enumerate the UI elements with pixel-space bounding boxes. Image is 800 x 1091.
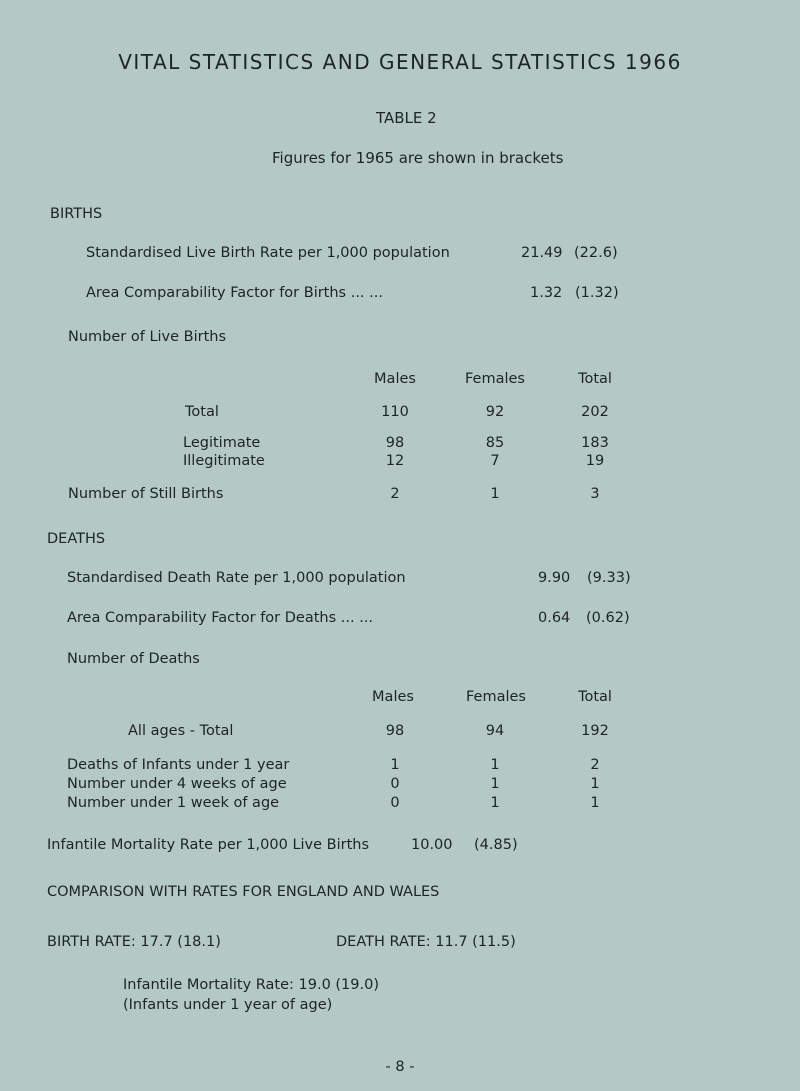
births-col-males: Males — [374, 371, 416, 387]
bracket-note: Figures for 1965 are shown in brackets — [272, 149, 564, 167]
england-birth-rate: BIRTH RATE: 17.7 (18.1) — [47, 934, 221, 950]
still-births-total: 3 — [590, 486, 600, 502]
deaths-row-females: 1 — [490, 757, 500, 773]
deaths-col-total: Total — [578, 689, 612, 705]
births-heading: BIRTHS — [50, 206, 103, 222]
births-row-total: 202 — [581, 404, 609, 420]
england-death-rate: DEATH RATE: 11.7 (11.5) — [336, 934, 516, 950]
deaths-row-label: Deaths of Infants under 1 year — [67, 757, 290, 773]
still-births-label: Number of Still Births — [68, 486, 224, 502]
england-imr: Infantile Mortality Rate: 19.0 (19.0) — [123, 977, 380, 993]
deaths-number-heading: Number of Deaths — [67, 651, 200, 667]
page-number: - 8 - — [385, 1059, 415, 1075]
birth-rate-prev: (22.6) — [574, 245, 618, 261]
deaths-row-total: 2 — [590, 757, 600, 773]
births-row-label: Illegitimate — [183, 453, 265, 469]
births-row-males: 12 — [385, 453, 405, 469]
births-row-label: Total — [185, 404, 219, 420]
imr-value: 10.00 — [411, 837, 453, 853]
births-col-total: Total — [578, 371, 612, 387]
deaths-row-label: Number under 4 weeks of age — [67, 776, 287, 792]
births-col-females: Females — [465, 371, 525, 387]
deaths-row-females: 1 — [490, 795, 500, 811]
births-row-females: 85 — [485, 435, 505, 451]
deaths-row-total: 1 — [590, 776, 600, 792]
birth-acf-value: 1.32 — [530, 285, 563, 301]
births-row-females: 92 — [485, 404, 505, 420]
deaths-row-males: 98 — [385, 723, 405, 739]
imr-label: Infantile Mortality Rate per 1,000 Live Births — [47, 837, 370, 853]
deaths-row-males: 0 — [390, 795, 400, 811]
death-acf-value: 0.64 — [538, 610, 571, 626]
births-row-total: 183 — [581, 435, 609, 451]
birth-acf-prev: (1.32) — [575, 285, 619, 301]
deaths-row-males: 1 — [390, 757, 400, 773]
imr-prev: (4.85) — [474, 837, 518, 853]
birth-rate-label: Standardised Live Birth Rate per 1,000 population — [86, 245, 450, 261]
deaths-row-total: 1 — [590, 795, 600, 811]
table-label: TABLE 2 — [376, 109, 437, 127]
birth-rate-value: 21.49 — [521, 245, 563, 261]
death-rate-prev: (9.33) — [587, 570, 631, 586]
england-imr-note: (Infants under 1 year of age) — [123, 997, 333, 1013]
deaths-row-total: 192 — [581, 723, 609, 739]
deaths-heading: DEATHS — [47, 531, 106, 547]
deaths-row-females: 1 — [490, 776, 500, 792]
deaths-row-males: 0 — [390, 776, 400, 792]
live-births-heading: Number of Live Births — [68, 329, 227, 345]
births-row-males: 98 — [385, 435, 405, 451]
deaths-row-females: 94 — [485, 723, 505, 739]
deaths-col-females: Females — [466, 689, 526, 705]
deaths-row-label: All ages - Total — [128, 723, 234, 739]
death-acf-label: Area Comparability Factor for Deaths ... ... — [67, 610, 374, 626]
death-rate-value: 9.90 — [538, 570, 571, 586]
page-title: VITAL STATISTICS AND GENERAL STATISTICS 1966 — [118, 50, 682, 74]
still-births-females: 1 — [490, 486, 500, 502]
death-acf-prev: (0.62) — [586, 610, 630, 626]
births-row-total: 19 — [585, 453, 605, 469]
births-row-label: Legitimate — [183, 435, 261, 451]
deaths-row-label: Number under 1 week of age — [67, 795, 280, 811]
still-births-males: 2 — [390, 486, 400, 502]
births-row-females: 7 — [490, 453, 500, 469]
birth-acf-label: Area Comparability Factor for Births ... ... — [86, 285, 383, 301]
comparison-heading: COMPARISON WITH RATES FOR ENGLAND AND WALES — [47, 884, 440, 900]
births-row-males: 110 — [381, 404, 409, 420]
deaths-col-males: Males — [372, 689, 414, 705]
death-rate-label: Standardised Death Rate per 1,000 population — [67, 570, 406, 586]
